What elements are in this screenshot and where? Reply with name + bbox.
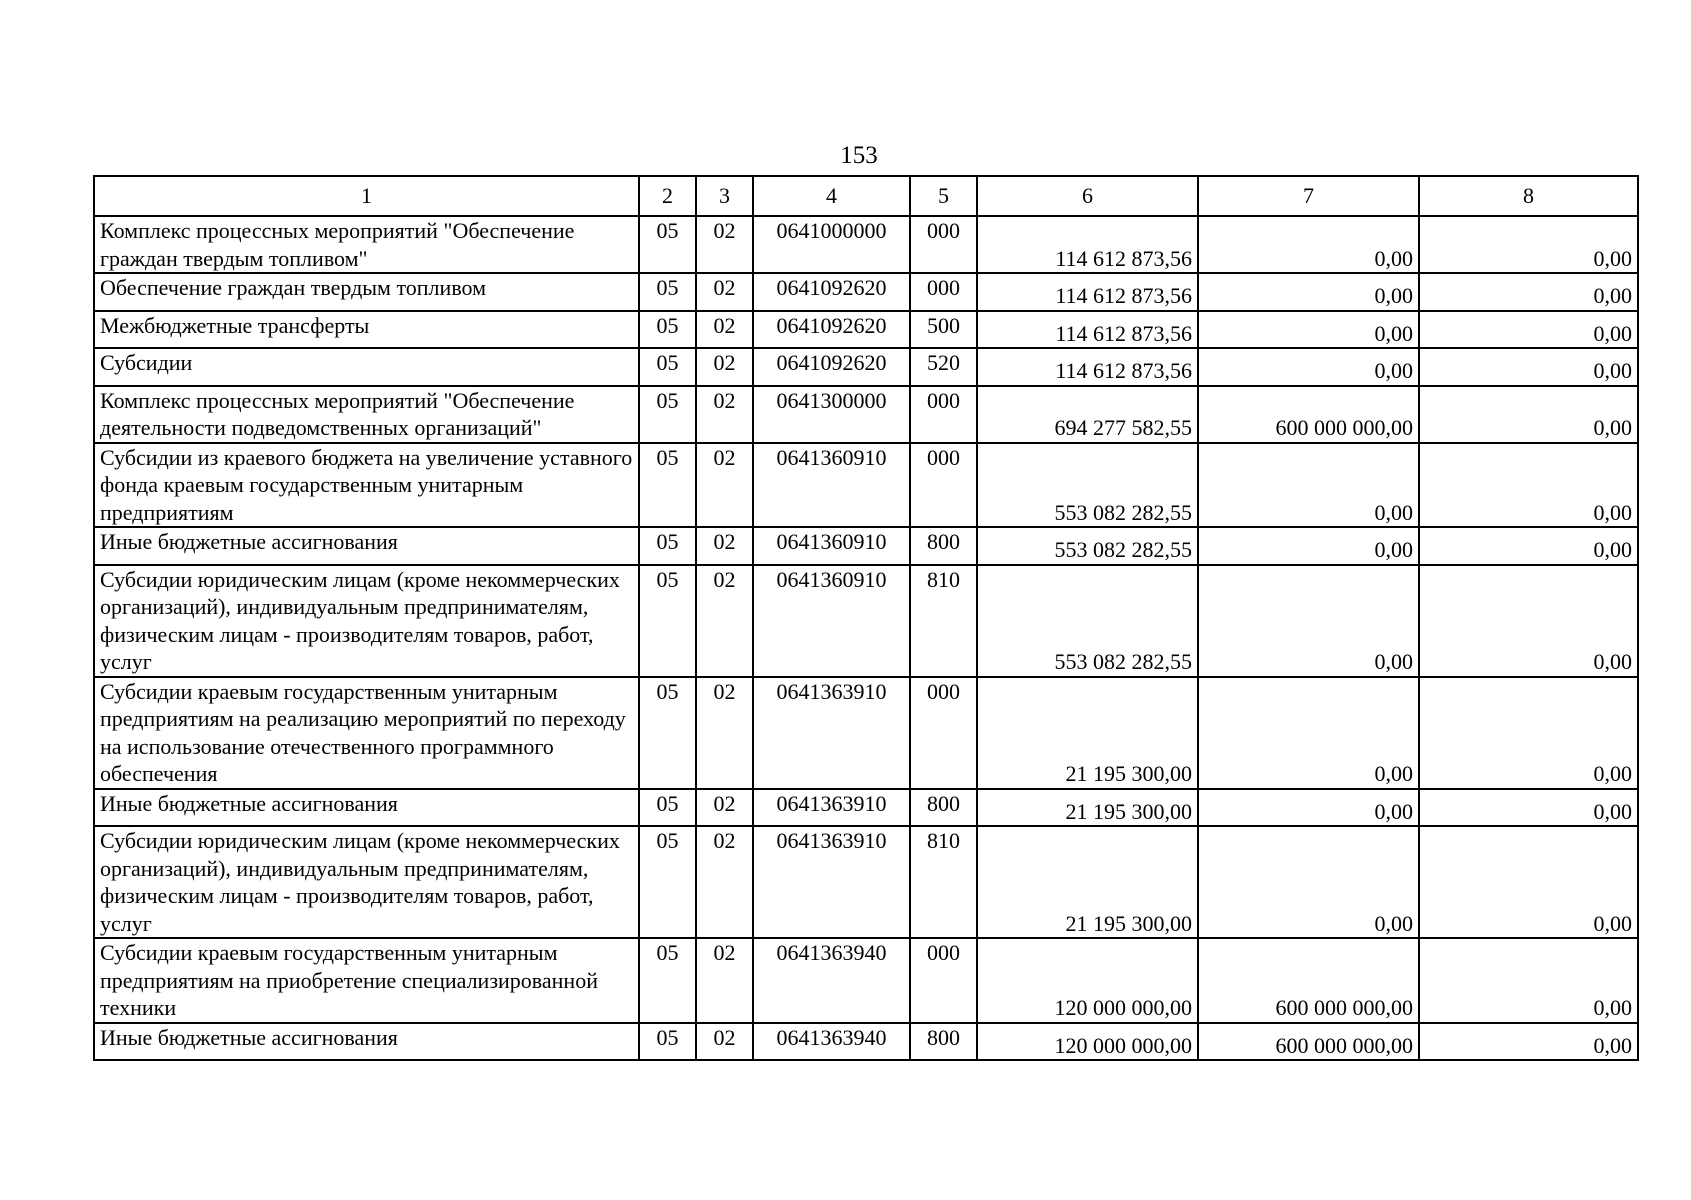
section-code: 05 — [639, 311, 696, 349]
table-row — [94, 677, 1638, 789]
subsection-code: 02 — [696, 826, 753, 938]
section-code: 05 — [639, 789, 696, 827]
target-article-code: 0641360910 — [753, 565, 910, 677]
header-cell: 7 — [1198, 176, 1419, 216]
amount-col6: 21 195 300,00 — [977, 789, 1198, 827]
header-cell: 5 — [910, 176, 977, 216]
amount-col7: 0,00 — [1198, 311, 1419, 349]
amount-col6: 114 612 873,56 — [977, 311, 1198, 349]
target-article-code: 0641363910 — [753, 677, 910, 789]
amount-col8: 0,00 — [1419, 443, 1638, 528]
row-name: Иные бюджетные ассигнования — [94, 527, 639, 565]
amount-col6: 120 000 000,00 — [977, 938, 1198, 1023]
target-article-code: 0641000000 — [753, 216, 910, 273]
amount-col8: 0,00 — [1419, 826, 1638, 938]
expense-type-code: 000 — [910, 386, 977, 443]
subsection-code: 02 — [696, 677, 753, 789]
row-name: Комплекс процессных мероприятий "Обеспечение граждан твердым топливом" — [94, 216, 639, 273]
amount-col8: 0,00 — [1419, 565, 1638, 677]
section-code: 05 — [639, 826, 696, 938]
expense-type-code: 810 — [910, 826, 977, 938]
table-row — [94, 386, 1638, 443]
table-row — [94, 273, 1638, 311]
header-cell: 4 — [753, 176, 910, 216]
section-code: 05 — [639, 348, 696, 386]
target-article-code: 0641092620 — [753, 311, 910, 349]
amount-col7: 0,00 — [1198, 677, 1419, 789]
page-number: 153 — [840, 142, 878, 169]
row-name: Субсидии краевым государственным унитарным предприятиям на приобретение специализированной техники — [94, 938, 639, 1023]
amount-col8: 0,00 — [1419, 216, 1638, 273]
amount-col8: 0,00 — [1419, 677, 1638, 789]
amount-col8: 0,00 — [1419, 789, 1638, 827]
row-name: Субсидии — [94, 348, 639, 386]
amount-col8: 0,00 — [1419, 527, 1638, 565]
amount-col7: 0,00 — [1198, 273, 1419, 311]
amount-col8: 0,00 — [1419, 348, 1638, 386]
table-row — [94, 1023, 1638, 1061]
target-article-code: 0641300000 — [753, 386, 910, 443]
target-article-code: 0641363940 — [753, 938, 910, 1023]
table-row — [94, 311, 1638, 349]
table-row — [94, 565, 1638, 677]
table-row — [94, 527, 1638, 565]
subsection-code: 02 — [696, 527, 753, 565]
header-cell: 8 — [1419, 176, 1638, 216]
table-row — [94, 443, 1638, 528]
expense-type-code: 000 — [910, 216, 977, 273]
expense-type-code: 800 — [910, 527, 977, 565]
amount-col8: 0,00 — [1419, 273, 1638, 311]
subsection-code: 02 — [696, 565, 753, 677]
table-header-row — [94, 176, 1638, 216]
row-name: Иные бюджетные ассигнования — [94, 789, 639, 827]
expense-type-code: 000 — [910, 443, 977, 528]
amount-col6: 114 612 873,56 — [977, 348, 1198, 386]
amount-col8: 0,00 — [1419, 1023, 1638, 1061]
amount-col6: 120 000 000,00 — [977, 1023, 1198, 1061]
subsection-code: 02 — [696, 348, 753, 386]
expense-type-code: 000 — [910, 938, 977, 1023]
amount-col7: 0,00 — [1198, 527, 1419, 565]
subsection-code: 02 — [696, 386, 753, 443]
amount-col8: 0,00 — [1419, 386, 1638, 443]
subsection-code: 02 — [696, 273, 753, 311]
header-cell: 1 — [94, 176, 639, 216]
row-name: Субсидии юридическим лицам (кроме некоммерческих организаций), индивидуальным предпринимателям, физическим лицам - производителям товаров, работ, услуг — [94, 565, 639, 677]
amount-col7: 0,00 — [1198, 348, 1419, 386]
amount-col6: 21 195 300,00 — [977, 826, 1198, 938]
budget-table — [93, 175, 1639, 1061]
amount-col8: 0,00 — [1419, 311, 1638, 349]
subsection-code: 02 — [696, 789, 753, 827]
target-article-code: 0641092620 — [753, 348, 910, 386]
amount-col6: 114 612 873,56 — [977, 273, 1198, 311]
amount-col7: 600 000 000,00 — [1198, 1023, 1419, 1061]
row-name: Субсидии из краевого бюджета на увеличение уставного фонда краевым государственным унитарным предприятиям — [94, 443, 639, 528]
expense-type-code: 520 — [910, 348, 977, 386]
section-code: 05 — [639, 527, 696, 565]
row-name: Межбюджетные трансферты — [94, 311, 639, 349]
header-cell: 3 — [696, 176, 753, 216]
amount-col7: 0,00 — [1198, 443, 1419, 528]
header-cell: 2 — [639, 176, 696, 216]
section-code: 05 — [639, 565, 696, 677]
table-row — [94, 216, 1638, 273]
expense-type-code: 000 — [910, 273, 977, 311]
row-name: Иные бюджетные ассигнования — [94, 1023, 639, 1061]
amount-col7: 600 000 000,00 — [1198, 938, 1419, 1023]
section-code: 05 — [639, 938, 696, 1023]
target-article-code: 0641363940 — [753, 1023, 910, 1061]
amount-col6: 114 612 873,56 — [977, 216, 1198, 273]
amount-col6: 553 082 282,55 — [977, 565, 1198, 677]
amount-col6: 553 082 282,55 — [977, 443, 1198, 528]
target-article-code: 0641363910 — [753, 789, 910, 827]
row-name: Обеспечение граждан твердым топливом — [94, 273, 639, 311]
subsection-code: 02 — [696, 1023, 753, 1061]
expense-type-code: 800 — [910, 1023, 977, 1061]
target-article-code: 0641363910 — [753, 826, 910, 938]
row-name: Субсидии краевым государственным унитарным предприятиям на реализацию мероприятий по переходу на использование отечественного программного обеспечения — [94, 677, 639, 789]
amount-col7: 0,00 — [1198, 565, 1419, 677]
section-code: 05 — [639, 273, 696, 311]
section-code: 05 — [639, 216, 696, 273]
amount-col6: 21 195 300,00 — [977, 677, 1198, 789]
target-article-code: 0641092620 — [753, 273, 910, 311]
amount-col7: 0,00 — [1198, 826, 1419, 938]
section-code: 05 — [639, 1023, 696, 1061]
table-row — [94, 348, 1638, 386]
target-article-code: 0641360910 — [753, 443, 910, 528]
target-article-code: 0641360910 — [753, 527, 910, 565]
amount-col7: 0,00 — [1198, 789, 1419, 827]
amount-col7: 600 000 000,00 — [1198, 386, 1419, 443]
expense-type-code: 000 — [910, 677, 977, 789]
subsection-code: 02 — [696, 311, 753, 349]
subsection-code: 02 — [696, 443, 753, 528]
amount-col8: 0,00 — [1419, 938, 1638, 1023]
expense-type-code: 500 — [910, 311, 977, 349]
section-code: 05 — [639, 677, 696, 789]
amount-col6: 694 277 582,55 — [977, 386, 1198, 443]
section-code: 05 — [639, 386, 696, 443]
row-name: Комплекс процессных мероприятий "Обеспечение деятельности подведомственных организаций" — [94, 386, 639, 443]
expense-type-code: 800 — [910, 789, 977, 827]
row-name: Субсидии юридическим лицам (кроме некоммерческих организаций), индивидуальным предпринимателям, физическим лицам - производителям товаров, работ, услуг — [94, 826, 639, 938]
table-row — [94, 789, 1638, 827]
amount-col6: 553 082 282,55 — [977, 527, 1198, 565]
section-code: 05 — [639, 443, 696, 528]
header-cell: 6 — [977, 176, 1198, 216]
subsection-code: 02 — [696, 938, 753, 1023]
amount-col7: 0,00 — [1198, 216, 1419, 273]
subsection-code: 02 — [696, 216, 753, 273]
table-row — [94, 938, 1638, 1023]
table-row — [94, 826, 1638, 938]
expense-type-code: 810 — [910, 565, 977, 677]
